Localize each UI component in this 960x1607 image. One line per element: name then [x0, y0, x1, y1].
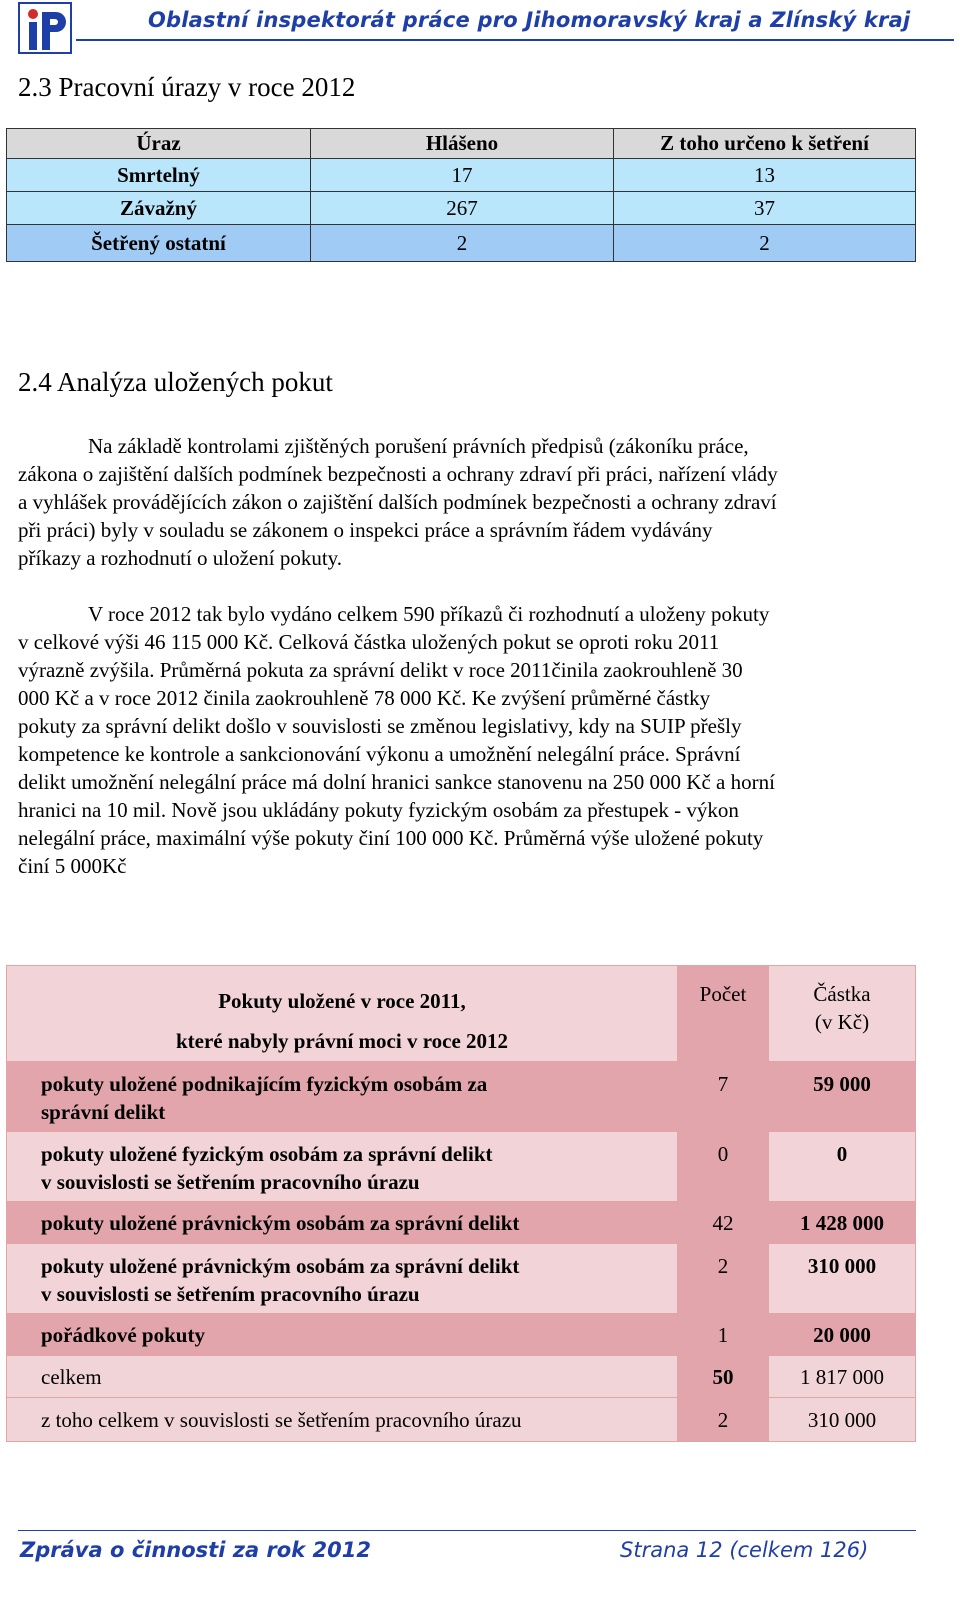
section-title-fines-analysis: 2.4 Analýza uložených pokut: [18, 367, 333, 397]
table-row: [7, 159, 916, 192]
header-amount: Částka: [813, 982, 871, 1006]
paragraph-intro: [18, 432, 903, 572]
text-line: Na základě kontrolami zjištěných porušení právních předpisů (zákoníku práce,: [88, 434, 749, 458]
table-row: [7, 1132, 916, 1202]
table-row-total: [7, 1356, 916, 1398]
cell-amount: 310 000: [769, 1398, 916, 1442]
cell-count: 0: [678, 1132, 769, 1202]
row-label: z toho celkem v souvislosti se šetřením pracovního úrazu: [41, 1408, 522, 1432]
cell-count: 50: [678, 1356, 769, 1398]
text-line: kompetence ke kontrole a sankcionování výkonu a umožnění nelegální práce. Správní: [18, 742, 741, 766]
table-header-row: [7, 129, 916, 159]
row-label: v souvislosti se šetřením pracovního úrazu: [41, 1170, 420, 1194]
cell-amount: 1 428 000: [769, 1202, 916, 1244]
row-label: pokuty uložené podnikajícím fyzickým osobám za: [41, 1072, 488, 1096]
column-header: Z toho určeno k šetření: [614, 129, 916, 159]
row-label: pokuty uložené právnickým osobám za správní delikt: [41, 1254, 520, 1278]
row-label: pokuty uložené fyzickým osobám za správní delikt: [41, 1142, 493, 1166]
footer-rule: [18, 1530, 916, 1531]
cell-reported: 267: [311, 192, 614, 225]
row-label: Smrtelný: [7, 159, 311, 192]
text-line: při práci) byly v souladu se zákonem o inspekci práce a správním řádem vydávány: [18, 518, 713, 542]
text-line: a vyhlášek provádějících zákon o zajištění dalších podmínek bezpečnosti a ochrany zdraví: [18, 490, 777, 514]
table-row: [7, 192, 916, 225]
text-line: hranici na 10 mil. Nově jsou ukládány pokuty fyzickým osobám za přestupek - výkon: [18, 798, 739, 822]
page-header: [18, 2, 938, 54]
cell-count: 42: [678, 1202, 769, 1244]
table-header-row: [7, 966, 916, 1062]
text-line: delikt umožnění nelegální práce má dolní hranici sankce stanovenu na 250 000 Kč a horní: [18, 770, 775, 794]
header-rule: [76, 39, 954, 41]
fines-table: [6, 965, 916, 1442]
table-row: [7, 225, 916, 262]
column-header: Úraz: [7, 129, 311, 159]
cell-amount: 20 000: [769, 1314, 916, 1356]
text-line: nelegální práce, maximální výše pokuty činí 100 000 Kč. Průměrná výše uložené pokuty: [18, 826, 764, 850]
injuries-table: [6, 128, 916, 262]
header-title-line: které nabyly právní moci v roce 2012: [175, 1029, 509, 1053]
cell-amount: 1 817 000: [769, 1356, 916, 1398]
text-line: výrazně zvýšila. Průměrná pokuta za správní delikt v roce 2011činila zaokrouhleně 30: [18, 658, 743, 682]
text-line: příkazy a rozhodnutí o uložení pokuty.: [18, 546, 343, 570]
column-header: Hlášeno: [311, 129, 614, 159]
cell-count: 7: [678, 1062, 769, 1132]
paragraph-summary: [18, 600, 903, 880]
ip-logo-icon: [18, 2, 72, 54]
table-row: [7, 1062, 916, 1132]
row-label: v souvislosti se šetřením pracovního úrazu: [41, 1282, 420, 1306]
header-amount-unit: (v Kč): [814, 1010, 870, 1034]
cell-amount: 0: [769, 1132, 916, 1202]
table-row-subtotal: [7, 1398, 916, 1442]
table-row: [7, 1244, 916, 1314]
cell-amount: 59 000: [769, 1062, 916, 1132]
section-title-work-injuries: 2.3 Pracovní úrazy v roce 2012: [18, 72, 356, 102]
cell-count: 1: [678, 1314, 769, 1356]
header-title: Oblastní inspektorát práce pro Jihomoravský kraj a Zlínský kraj: [148, 8, 911, 32]
cell-reported: 2: [311, 225, 614, 262]
cell-count: 2: [678, 1244, 769, 1314]
row-label: celkem: [41, 1365, 102, 1389]
cell-amount: 310 000: [769, 1244, 916, 1314]
table-row: [7, 1314, 916, 1356]
table-row: [7, 1202, 916, 1244]
cell-investigated: 2: [614, 225, 916, 262]
cell-count: 2: [678, 1398, 769, 1442]
text-line: zákona o zajištění dalších podmínek bezpečnosti a ochrany zdraví při práci, nařízení vlády: [18, 462, 778, 486]
text-line: v celkové výši 46 115 000 Kč. Celková částka uložených pokut se oproti roku 2011: [18, 630, 720, 654]
text-line: V roce 2012 tak bylo vydáno celkem 590 příkazů či rozhodnutí a uloženy pokuty: [88, 602, 770, 626]
row-label: Závažný: [7, 192, 311, 225]
text-line: 000 Kč a v roce 2012 činila zaokrouhleně 78 000 Kč. Ke zvýšení průměrné částky: [18, 686, 711, 710]
row-label: pořádkové pokuty: [41, 1323, 205, 1347]
row-label: pokuty uložené právnickým osobám za správní delikt: [41, 1211, 520, 1235]
footer-page-number: Strana 12 (celkem 126): [620, 1538, 869, 1562]
text-line: pokuty za správní delikt došlo v souvislosti se změnou legislativy, kdy na SUIP přešly: [18, 714, 742, 738]
footer-report-title: Zpráva o činnosti za rok 2012: [20, 1538, 371, 1562]
row-label: správní delikt: [41, 1100, 166, 1124]
row-label: Šetřený ostatní: [7, 225, 311, 262]
cell-investigated: 37: [614, 192, 916, 225]
cell-reported: 17: [311, 159, 614, 192]
text-line: činí 5 000Kč: [18, 854, 127, 878]
header-title-line: Pokuty uložené v roce 2011,: [218, 989, 466, 1013]
cell-investigated: 13: [614, 159, 916, 192]
header-count: Počet: [699, 982, 747, 1006]
